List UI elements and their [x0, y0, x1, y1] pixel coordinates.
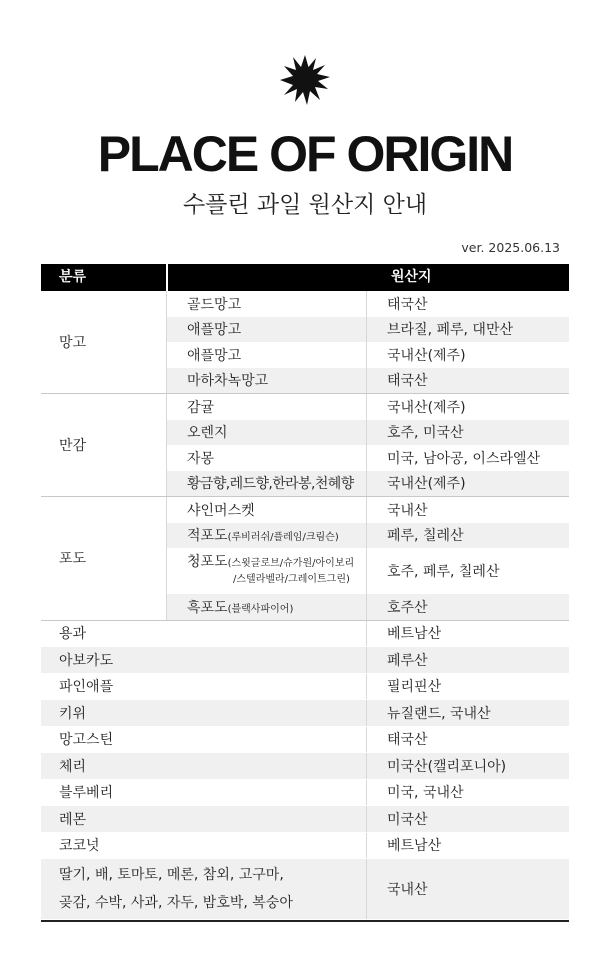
item-name: 감귤	[167, 394, 367, 420]
header-category: 분류	[59, 269, 87, 285]
item-name-cell	[167, 594, 367, 620]
item-name: 키위	[41, 700, 367, 726]
table-row	[167, 368, 569, 394]
table-row	[41, 727, 569, 754]
table-header	[41, 264, 569, 291]
item-name: 샤인머스켓	[167, 497, 367, 523]
item-origin: 브라질, 페루, 대만산	[387, 322, 513, 339]
table-row	[167, 497, 569, 523]
header-origin: 원산지	[391, 269, 432, 285]
table-row	[41, 859, 569, 920]
item-origin: 태국산	[387, 296, 428, 313]
item-variety: (스윗글로브/슈가원/아이보리	[227, 558, 355, 569]
item-origin: 국내산(제주)	[387, 476, 466, 493]
item-name: 코코넛	[41, 833, 367, 859]
table-row	[41, 780, 569, 807]
item-origin: 미국, 국내산	[387, 785, 464, 802]
item-variety: (루비러쉬/플레임/크림슨)	[227, 532, 339, 544]
group-mangam	[41, 394, 569, 497]
item-name: 파인애플	[41, 674, 367, 700]
item-name: 황금향,레드향,한라봉,천혜향	[167, 471, 367, 497]
item-origin: 페루산	[387, 652, 428, 669]
item-origin: 미국, 남아공, 이스라엘산	[387, 450, 541, 467]
item-name: 블루베리	[41, 780, 367, 806]
item-name: 애플망고	[167, 342, 367, 368]
page-subtitle: 수플린 과일 원산지 안내	[182, 192, 428, 218]
item-name: 체리	[41, 753, 367, 779]
sunburst-icon	[280, 55, 330, 105]
table-row	[167, 445, 569, 471]
table-row	[167, 394, 569, 420]
item-origin: 국내산	[387, 502, 428, 519]
item-origin: 호주, 미국산	[387, 425, 464, 442]
table-row	[167, 548, 569, 594]
table-row	[41, 621, 569, 648]
item-name: 청포도	[187, 554, 228, 570]
table-row	[167, 420, 569, 446]
item-name-cell	[167, 523, 367, 549]
item-name: 용과	[41, 621, 367, 647]
table-row	[41, 674, 569, 701]
group-mango	[41, 291, 569, 394]
table-row	[167, 317, 569, 343]
group-category: 망고	[41, 291, 167, 393]
item-origin: 국내산(제주)	[387, 347, 466, 364]
item-name: 아보카도	[41, 647, 367, 673]
item-name: 골드망고	[167, 291, 367, 317]
item-name: 애플망고	[167, 317, 367, 343]
item-name-cell	[167, 548, 367, 594]
item-name: 마하차녹망고	[167, 368, 367, 394]
group-category: 포도	[41, 497, 167, 620]
table-row	[41, 753, 569, 780]
item-origin: 호주, 페루, 칠레산	[387, 564, 500, 580]
item-name: 오렌지	[167, 420, 367, 446]
table-row	[41, 647, 569, 674]
item-origin: 국내산	[387, 882, 428, 898]
page-title: PLACE OF ORIGIN	[97, 126, 513, 182]
table-row	[41, 833, 569, 860]
item-origin: 미국산(캘리포니아)	[387, 758, 507, 775]
header-divider	[166, 264, 168, 291]
item-origin: 베트남산	[387, 838, 442, 855]
item-variety: (블랙사파이어)	[227, 603, 294, 615]
group-category: 만감	[41, 394, 167, 496]
item-name: 레몬	[41, 806, 367, 832]
item-origin: 뉴질랜드, 국내산	[387, 705, 491, 722]
item-name-cont: 곶감, 수박, 사과, 자두, 밤호박, 복숭아	[59, 895, 293, 911]
item-origin: 베트남산	[387, 626, 442, 643]
table-row	[41, 806, 569, 833]
item-origin: 페루, 칠레산	[387, 528, 464, 545]
table-row	[167, 342, 569, 368]
item-origin: 국내산(제주)	[387, 399, 466, 416]
item-origin: 태국산	[387, 373, 428, 390]
item-name: 자몽	[167, 445, 367, 471]
item-name-cell	[41, 859, 367, 919]
origin-table	[41, 291, 569, 922]
table-row	[167, 291, 569, 317]
item-origin: 미국산	[387, 811, 428, 828]
table-row	[167, 594, 569, 620]
item-origin: 필리핀산	[387, 679, 442, 696]
item-variety-cont: /스텔라벨라/그레이트그린)	[233, 574, 350, 585]
item-name: 망고스틴	[41, 727, 367, 753]
item-name: 흑포도	[187, 599, 228, 616]
item-origin: 태국산	[387, 732, 428, 749]
table-row	[167, 471, 569, 497]
item-name: 적포도	[187, 528, 228, 545]
item-name: 딸기, 배, 토마토, 메론, 참외, 고구마,	[59, 867, 284, 883]
table-row	[41, 700, 569, 727]
table-row	[167, 523, 569, 549]
version-label: ver. 2025.06.13	[461, 240, 560, 255]
group-grape	[41, 497, 569, 621]
item-origin: 호주산	[387, 599, 428, 616]
